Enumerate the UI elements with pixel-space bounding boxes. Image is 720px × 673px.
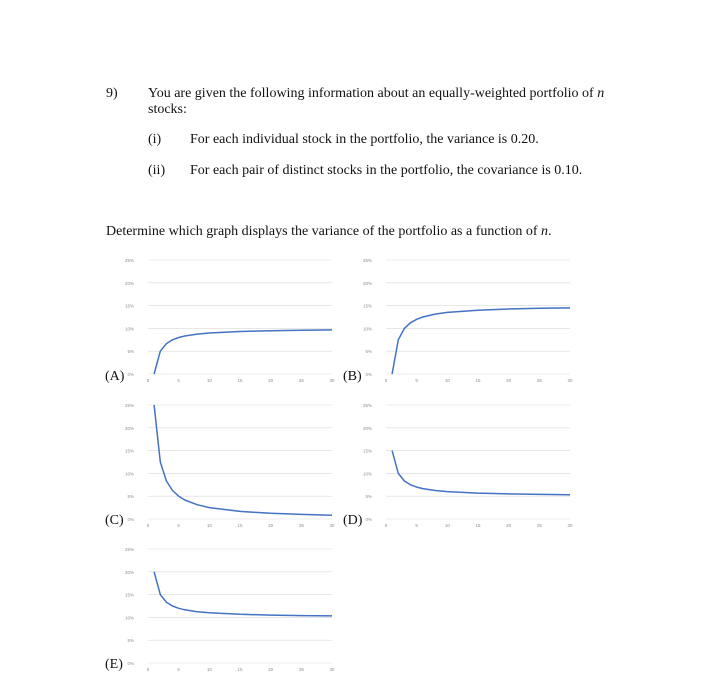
- condition-text: For each pair of distinct stocks in the portfolio, the covariance is 0.10.: [190, 163, 583, 178]
- y-tick-label: 0%: [127, 372, 134, 377]
- condition-number: (ii): [148, 163, 166, 178]
- x-tick-label: 5: [177, 523, 180, 528]
- stem-var: n: [597, 86, 605, 101]
- chart-a: [120, 252, 345, 382]
- option-label-a: (A): [105, 369, 125, 384]
- chart-e: [120, 541, 345, 671]
- y-tick-label: 5%: [365, 349, 372, 355]
- x-tick-label: 5: [415, 378, 418, 383]
- x-tick-label: 5: [177, 378, 180, 383]
- y-tick-label: 0%: [365, 517, 372, 522]
- x-tick-label: 15: [475, 523, 481, 528]
- series-line-b: [392, 308, 570, 374]
- x-tick-label: 25: [298, 667, 304, 672]
- y-tick-label: 5%: [127, 494, 134, 500]
- x-tick-label: 15: [237, 523, 243, 528]
- y-tick-label: 15%: [124, 592, 134, 598]
- x-tick-label: 0: [146, 378, 150, 383]
- option-label-b: (B): [343, 369, 362, 384]
- y-tick-label: 5%: [365, 494, 372, 500]
- chart-b: [358, 252, 583, 382]
- series-line-c: [154, 405, 332, 515]
- x-tick-label: 25: [536, 523, 542, 528]
- x-tick-label: 25: [298, 523, 304, 528]
- x-tick-label: 30: [329, 378, 335, 383]
- y-tick-label: 25%: [124, 258, 134, 263]
- chart-c: [120, 397, 345, 527]
- y-tick-label: 5%: [127, 638, 134, 644]
- y-tick-label: 0%: [365, 372, 372, 377]
- question-prompt: [106, 224, 552, 240]
- y-tick-label: 5%: [127, 349, 134, 355]
- y-tick-label: 10%: [362, 326, 372, 332]
- x-tick-label: 20: [268, 523, 274, 528]
- x-tick-label: 15: [237, 378, 243, 383]
- y-tick-label: 15%: [362, 303, 372, 309]
- option-label-c: (C): [105, 513, 124, 528]
- question-number: 9): [106, 86, 118, 101]
- x-tick-label: 0: [384, 523, 388, 528]
- x-tick-label: 10: [206, 378, 212, 383]
- y-tick-label: 0%: [127, 661, 134, 666]
- x-tick-label: 10: [444, 523, 450, 528]
- question-stem: [148, 86, 628, 118]
- x-tick-label: 15: [237, 667, 243, 672]
- x-tick-label: 5: [177, 667, 180, 672]
- y-tick-label: 10%: [124, 326, 134, 332]
- chart-d: [358, 397, 583, 527]
- x-tick-label: 25: [298, 378, 304, 383]
- y-tick-label: 10%: [362, 471, 372, 477]
- x-tick-label: 30: [329, 523, 335, 528]
- x-tick-label: 30: [329, 667, 335, 672]
- x-tick-label: 10: [206, 667, 212, 672]
- x-tick-label: 0: [384, 378, 388, 383]
- stem-line1: You are given the following information about an equally-weighted portfolio of: [148, 86, 598, 101]
- x-tick-label: 20: [268, 378, 274, 383]
- option-label-e: (E): [105, 657, 123, 672]
- x-tick-label: 10: [206, 523, 212, 528]
- x-tick-label: 20: [506, 378, 512, 383]
- x-tick-label: 0: [146, 523, 150, 528]
- prompt-text: Determine which graph displays the variance of the portfolio as a function of: [106, 224, 542, 239]
- x-tick-label: 30: [567, 378, 573, 383]
- y-tick-label: 20%: [124, 425, 134, 431]
- x-tick-label: 5: [415, 523, 418, 528]
- prompt-end: .: [548, 224, 552, 239]
- series-line-e: [154, 572, 332, 616]
- y-tick-label: 15%: [124, 448, 134, 454]
- y-tick-label: 20%: [124, 280, 134, 286]
- x-tick-label: 25: [536, 378, 542, 383]
- y-tick-label: 25%: [124, 403, 134, 408]
- y-tick-label: 25%: [362, 258, 372, 263]
- y-tick-label: 25%: [362, 403, 372, 408]
- option-label-d: (D): [343, 513, 363, 528]
- y-tick-label: 25%: [124, 547, 134, 552]
- y-tick-label: 10%: [124, 471, 134, 477]
- y-tick-label: 15%: [362, 448, 372, 454]
- x-tick-label: 30: [567, 523, 573, 528]
- x-tick-label: 10: [444, 378, 450, 383]
- prompt-var: n: [541, 224, 549, 239]
- y-tick-label: 20%: [362, 280, 372, 286]
- series-line-a: [154, 330, 332, 374]
- stem-line2: stocks:: [148, 102, 187, 117]
- y-tick-label: 0%: [127, 517, 134, 522]
- condition-number: (i): [148, 132, 162, 147]
- x-tick-label: 15: [475, 378, 481, 383]
- y-tick-label: 20%: [362, 425, 372, 431]
- series-line-d: [392, 451, 570, 495]
- y-tick-label: 20%: [124, 569, 134, 575]
- x-tick-label: 0: [146, 667, 150, 672]
- y-tick-label: 15%: [124, 303, 134, 309]
- x-tick-label: 20: [506, 523, 512, 528]
- y-tick-label: 10%: [124, 615, 134, 621]
- x-tick-label: 20: [268, 667, 274, 672]
- condition-text: For each individual stock in the portfolio, the variance is 0.20.: [190, 132, 539, 147]
